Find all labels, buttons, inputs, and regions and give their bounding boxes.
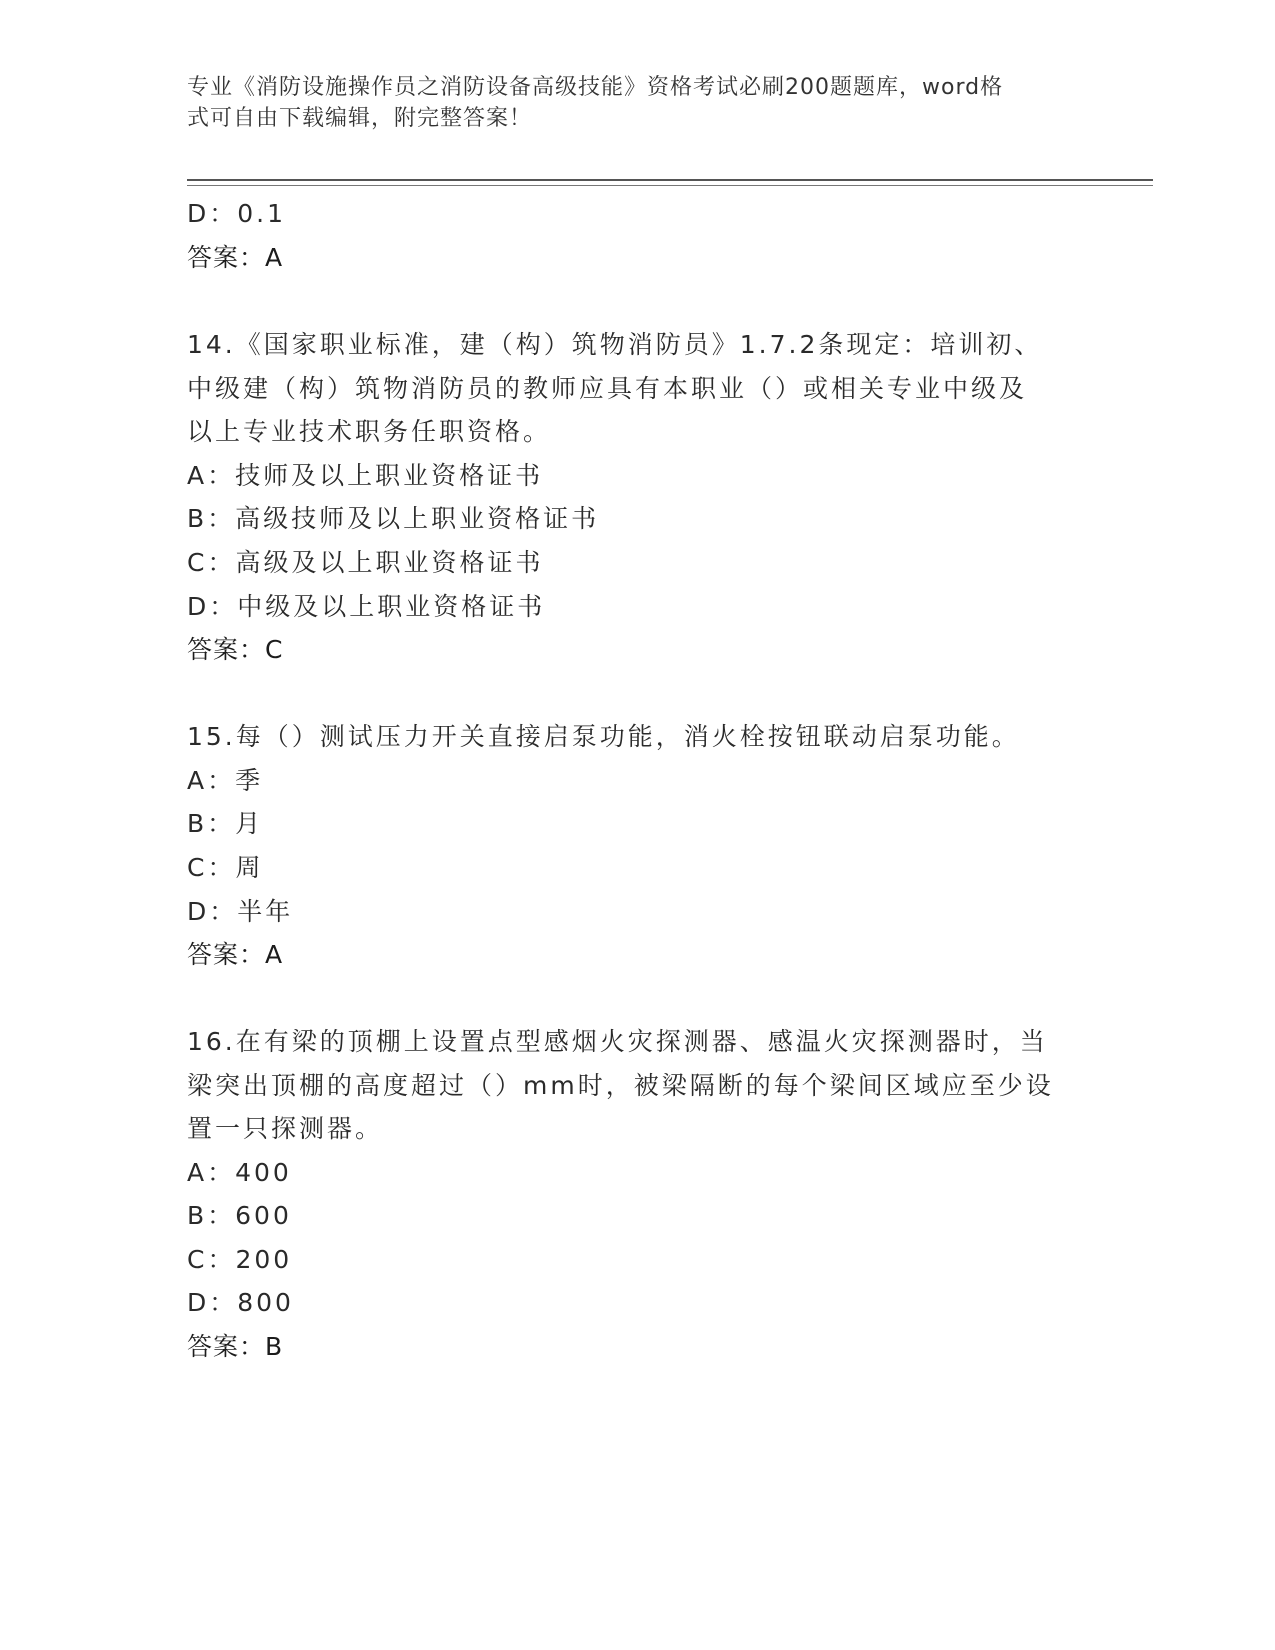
q15-text-line-1: 15.每（）测试压力开关直接启泵功能，消火栓按钮联动启泵功能。 xyxy=(187,722,1020,751)
q15-option-a: A：季 xyxy=(187,766,264,795)
header-rule-thin xyxy=(187,185,1153,186)
document-header xyxy=(187,72,1067,134)
header-line-1: 专业《消防设施操作员之消防设备高级技能》资格考试必刷200题题库，word格 xyxy=(187,75,1004,100)
q14-text-line-1: 14.《国家职业标准，建（构）筑物消防员》1.7.2条现定：培训初、 xyxy=(187,330,1043,359)
q14-option-d: D：中级及以上职业资格证书 xyxy=(187,592,546,621)
q16-answer: 答案：B xyxy=(187,1332,284,1361)
q14-text-line-2: 中级建（构）筑物消防员的教师应具有本职业（）或相关专业中级及 xyxy=(187,374,1028,403)
q16-option-c: C：200 xyxy=(187,1245,293,1274)
q15-option-d: D：半年 xyxy=(187,897,294,926)
q16-text-line-2: 梁突出顶棚的高度超过（）mm时，被梁隔断的每个梁间区域应至少设 xyxy=(187,1071,1054,1100)
header-line-2: 式可自由下载编辑，附完整答案！ xyxy=(187,106,533,131)
q16-text-line-3: 置一只探测器。 xyxy=(187,1114,384,1143)
q14-option-a: A：技师及以上职业资格证书 xyxy=(187,461,544,490)
q14-option-c: C：高级及以上职业资格证书 xyxy=(187,548,544,577)
q16-option-d: D：800 xyxy=(187,1288,294,1317)
prev-answer: 答案：A xyxy=(187,243,284,272)
q16-option-a: A：400 xyxy=(187,1158,292,1187)
q14-answer: 答案：C xyxy=(187,635,284,664)
q15-answer: 答案：A xyxy=(187,940,284,969)
q16-option-b: B：600 xyxy=(187,1201,292,1230)
q16-text-line-1: 16.在有梁的顶棚上设置点型感烟火灾探测器、感温火灾探测器时，当 xyxy=(187,1027,1048,1056)
q14-option-b: B：高级技师及以上职业资格证书 xyxy=(187,504,600,533)
prev-option-d: D：0.1 xyxy=(187,199,287,228)
q15-option-b: B：月 xyxy=(187,809,264,838)
q15-option-c: C：周 xyxy=(187,853,264,882)
header-rule-thick xyxy=(187,179,1153,181)
q14-text-line-3: 以上专业技术职务任职资格。 xyxy=(187,417,552,446)
